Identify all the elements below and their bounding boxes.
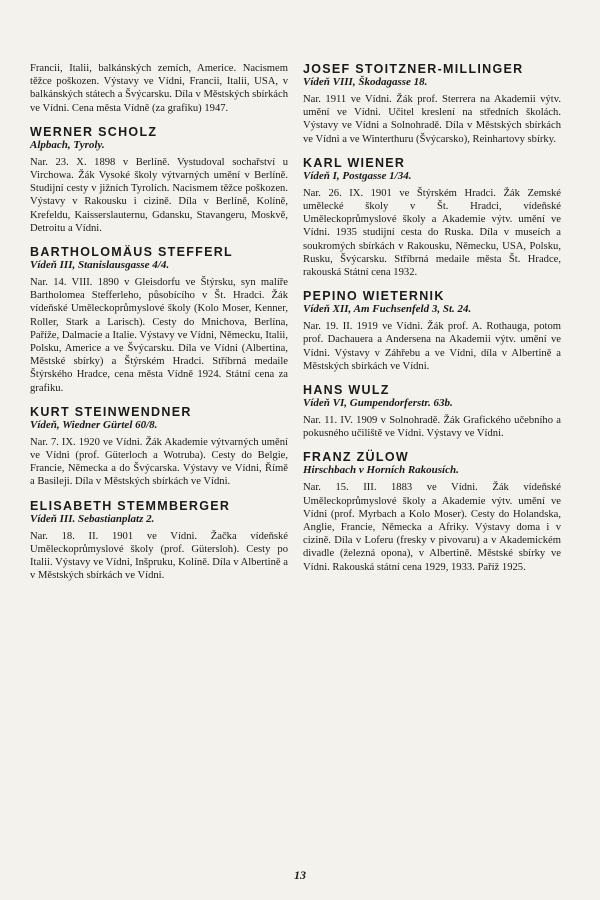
artist-entry (30, 499, 288, 583)
artist-name: JOSEF STOITZNER-MILLINGER (303, 62, 524, 76)
artist-biography: Nar. 1911 ve Vídni. Žák prof. Sterrera na Akademii výtv. umění ve Vídni. Učitel kreslení na středních školách. Výstavy ve Vídni a Solnohradě. Díla v Městských sbírkách ve Vídni a ve Winterthuru (Švýcarsko), Reinhartovy sbírky. (303, 94, 561, 145)
artist-name: HANS WULZ (303, 383, 390, 398)
artist-address: Vídeň VI, Gumpendorferstr. 63b. (303, 397, 453, 410)
artist-address: Vídeň, Wiedner Gürtel 60/8. (30, 418, 158, 431)
artist-name: KURT STEINWENDNER (30, 404, 192, 419)
artist-name: KARL WIENER (303, 155, 406, 170)
artist-biography: Nar. 7. IX. 1920 ve Vídni. Žák Akademie výtvarných umění ve Vídni (prof. Güterloch a Wotruba). Cesty do Belgie, Francie, Německa a do Švýcarska. Výstavy ve Vídni, Římě a Basileji. Díla v Městských sbírkách ve Vídni. (30, 436, 288, 488)
artist-address: Vídeň I, Postgasse 1/34. (303, 169, 412, 182)
artist-biography: Nar. 14. VIII. 1890 v Gleisdorfu ve Štýrsku, syn malíře Bartholomea Stefferleho, působícího v Št. Hradci. Žák vídeňské Uměleckoprůmyslové školy (Kolo Moser, Kenner, Roller, Stark a Larisch). Cesty do Mnichova, Berlína, Paříže, Dalmacie a Italie. Výstavy ve Vídni, Německu, Italii, Polsku, Americe a ve Švýcarsku. Díla ve Vídni (Albertina, Městské sbírky) a Štýrském Hradci. Stříbrná medaile Štýrského Hradce, cena města Vídně 1924. Státní cena za grafiku. (30, 277, 288, 394)
artist-entry (30, 245, 288, 395)
artist-entry (30, 405, 288, 489)
artist-name: BARTHOLOMÄUS STEFFERL (30, 245, 233, 260)
artist-address: Vídeň VIII, Škodagasse 18. (303, 76, 428, 88)
right-column (303, 62, 561, 584)
artist-name: FRANZ ZÜLOW (303, 450, 409, 465)
artist-biography: Nar. 15. III. 1883 ve Vídni. Žák vídeňské Uměleckoprůmyslové školy a Akademie výtv. umění ve Vídni (prof. Myrbach a Kolo Moser). Cesty do Holandska, Anglie, Francie, Německa a Afriky. Výstavy doma i v cizině. Díla v Loferu (fresky v pivovaru) a v Akademickém divadle (železná opona), v Albertině. Městské sbírky ve Vídni. Rakouská státní cena 1929, 1933. Paříž 1925. (303, 482, 561, 573)
artist-biography: Nar. 18. II. 1901 ve Vídni. Žačka vídeňské Uměleckoprůmyslové školy (prof. Gütersloh). Cesty po Italii. Výstavy ve Vídni, Inšpruku, Kolíně. Díla v Albertině a v Městských sbírkách ve Vídni. (30, 530, 288, 582)
page-number: 13 (294, 868, 306, 882)
artist-entry (303, 289, 561, 373)
artist-entry (30, 125, 288, 235)
artist-biography: Nar. 26. IX. 1901 ve Štýrském Hradci. Žák Zemské umělecké školy v Št. Hradci, vídeňské Uměleckoprůmyslové školy a Akademie výtv. umění ve Vídni. 1935 studijní cesta do Ruska. Díla v musеích a soukromých sbírkách v Rakousku, Německu, USA, Polsku, Rusku, Švýcarsku. Stříbrná medaile města Št. Hradce, rakouská Státní cena 1932. (303, 187, 561, 279)
artist-entry (303, 62, 561, 146)
artist-biography: Nar. 23. X. 1898 v Berlíně. Vystudoval sochařství u Virchowa. Žák Vysoké školy výtvarných umění v Berlíně. Studijní cesty v jižních Tyrolích. Nacismem těžce poškozen. Výstavy v Rakousku i cizině. Díla v Berlíně, Kolíně, Krefeldu, Kaisserslauternu, Gdansku, Stavangeru, Moskvě, Detroitu a Vídni. (30, 156, 288, 234)
left-column (30, 62, 288, 592)
artist-address: Hirschbach v Horních Rakousích. (303, 464, 459, 477)
artist-entry (303, 383, 561, 440)
continued-text: Francii, Italii, balkánských zemích, Americe. Nacismem těžce poškozen. Výstavy ve Vídni, Francii, Italii, USA, v balkánských státech a Švýcarsku. Díla v Městských sbírkách ve Vídni. Cena města Vídně (za grafiku) 1947. (30, 63, 288, 114)
artist-entry (303, 156, 561, 279)
artist-biography: Nar. 11. IV. 1909 v Solnohradě. Žák Grafického učebního a pokusného učiliště ve Vídni. Výstavy ve Vídni. (303, 415, 561, 440)
artist-address: Vídeň XII, Am Fuchsenfeld 3, St. 24. (303, 303, 472, 316)
artist-name: PEPINO WIETERNIK (303, 289, 445, 304)
artist-address: Vídeň III, Stanislausgasse 4/4. (30, 259, 170, 272)
artist-name: ELISABETH STEMMBERGER (30, 498, 231, 513)
artist-address: Vídeň III. Sebastianplatz 2. (30, 512, 155, 525)
artist-entry (303, 450, 561, 573)
artist-name: WERNER SCHOLZ (30, 124, 158, 139)
artist-address: Alpbach, Tyroly. (30, 138, 105, 151)
artist-biography: Nar. 19. II. 1919 ve Vídni. Žák prof. A. Rothauga, potom prof. Dachauera a Andersena na Akademii výtv. umění ve Vídni. Výstavy v Záhřebu a ve Vídni, díla v Albertině a Městských sbírkách ve Vídni. (303, 321, 561, 372)
